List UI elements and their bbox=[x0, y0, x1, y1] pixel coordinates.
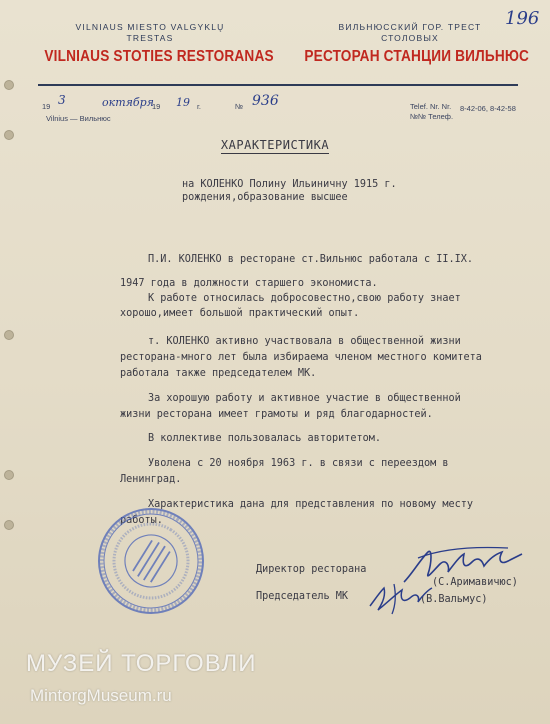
telephone-label: Telef. Nr. Nr. bbox=[410, 102, 452, 111]
chair-signature bbox=[366, 578, 436, 618]
document-title bbox=[0, 138, 550, 152]
letterhead-right-line2: СТОЛОВЫХ bbox=[381, 33, 439, 43]
body-line-9: жизни ресторана имеет грамоты и ряд благодарностей. bbox=[120, 409, 433, 420]
letterhead-right-name: РЕСТОРАН СТАНЦИИ ВИЛЬНЮС bbox=[304, 48, 529, 65]
watermark-museum-name: МУЗЕЙ ТОРГОВЛИ bbox=[26, 650, 257, 677]
body-line-13: Характеристика дана для представления по новому месту bbox=[148, 499, 474, 510]
binder-holes bbox=[4, 0, 14, 724]
body-line-4: хорошо,имеет большой практический опыт. bbox=[120, 308, 360, 319]
body-line-2: 1947 года в должности старшего экономиста. bbox=[120, 278, 378, 289]
letterhead-left bbox=[30, 22, 274, 66]
body-line-7: работала также председателем МК. bbox=[120, 368, 317, 379]
subject-line-2: рождения,образование высшее bbox=[182, 192, 348, 203]
letterhead-left-line1: VILNIAUS MIESTO VALGYKLŲ bbox=[75, 22, 225, 32]
body-line-14: работы. bbox=[120, 515, 163, 526]
letterhead-rule bbox=[38, 84, 518, 86]
city-label: Vilnius — Вильнюс bbox=[46, 114, 111, 123]
subject-line-1: на КОЛЕНКО Полину Ильиничну 1915 г. bbox=[182, 179, 397, 190]
binder-hole bbox=[4, 80, 14, 90]
watermark-site-url: MintorgMuseum.ru bbox=[30, 686, 172, 705]
document-number-prefix: № bbox=[235, 102, 244, 111]
telephone-label-ru: №№ Телеф. bbox=[410, 112, 454, 121]
chair-label: Председатель МК bbox=[256, 591, 349, 602]
body-line-8: За хорошую работу и активное участие в общественной bbox=[148, 393, 461, 404]
binder-hole bbox=[4, 470, 14, 480]
date-year-mid: 19 bbox=[152, 102, 161, 111]
telephone-numbers: 8-42-06, 8-42-58 bbox=[460, 104, 516, 113]
chair-name: (В.Вальмус) bbox=[420, 594, 488, 605]
binder-hole bbox=[4, 330, 14, 340]
letterhead-right-line1: ВИЛЬНЮССКИЙ ГОР. ТРЕСТ bbox=[338, 22, 482, 32]
body-line-5: т. КОЛЕНКО активно участвовала в общественной жизни bbox=[148, 336, 461, 347]
body-line-6: ресторана-много лет была избираема членом местного комитета bbox=[120, 352, 482, 363]
director-name: (С.Аримавичюс) bbox=[432, 577, 518, 588]
director-label: Директор ресторана bbox=[256, 564, 367, 575]
date-day: 3 bbox=[58, 93, 66, 107]
date-year-prefix: 19 bbox=[42, 102, 51, 111]
binder-hole bbox=[4, 520, 14, 530]
letterhead-left-line2: TRESTAS bbox=[126, 33, 174, 43]
letterhead-right bbox=[290, 22, 530, 66]
round-seal-stamp bbox=[95, 505, 207, 617]
document-title-text: ХАРАКТЕРИСТИКА bbox=[220, 138, 330, 152]
corner-page-number: 196 bbox=[505, 8, 540, 29]
date-year-handwritten: 19 bbox=[176, 96, 190, 109]
body-line-3: К работе относилась добросовестно,свою работу знает bbox=[148, 293, 461, 304]
body-line-10: В коллективе пользовалась авторитетом. bbox=[148, 433, 382, 444]
document-number: 936 bbox=[252, 93, 279, 109]
body-line-1: П.И. КОЛЕНКО в ресторане ст.Вильнюс работала с II.IX. bbox=[148, 254, 474, 265]
body-line-11: Уволена с 20 ноября 1963 г. в связи с переездом в bbox=[148, 458, 449, 469]
body-line-12: Ленинград. bbox=[120, 474, 182, 485]
date-year-suffix: г. bbox=[197, 102, 201, 111]
letterhead-left-name: VILNIAUS STOTIES RESTORANAS bbox=[44, 48, 274, 65]
date-month: октября bbox=[102, 96, 154, 109]
